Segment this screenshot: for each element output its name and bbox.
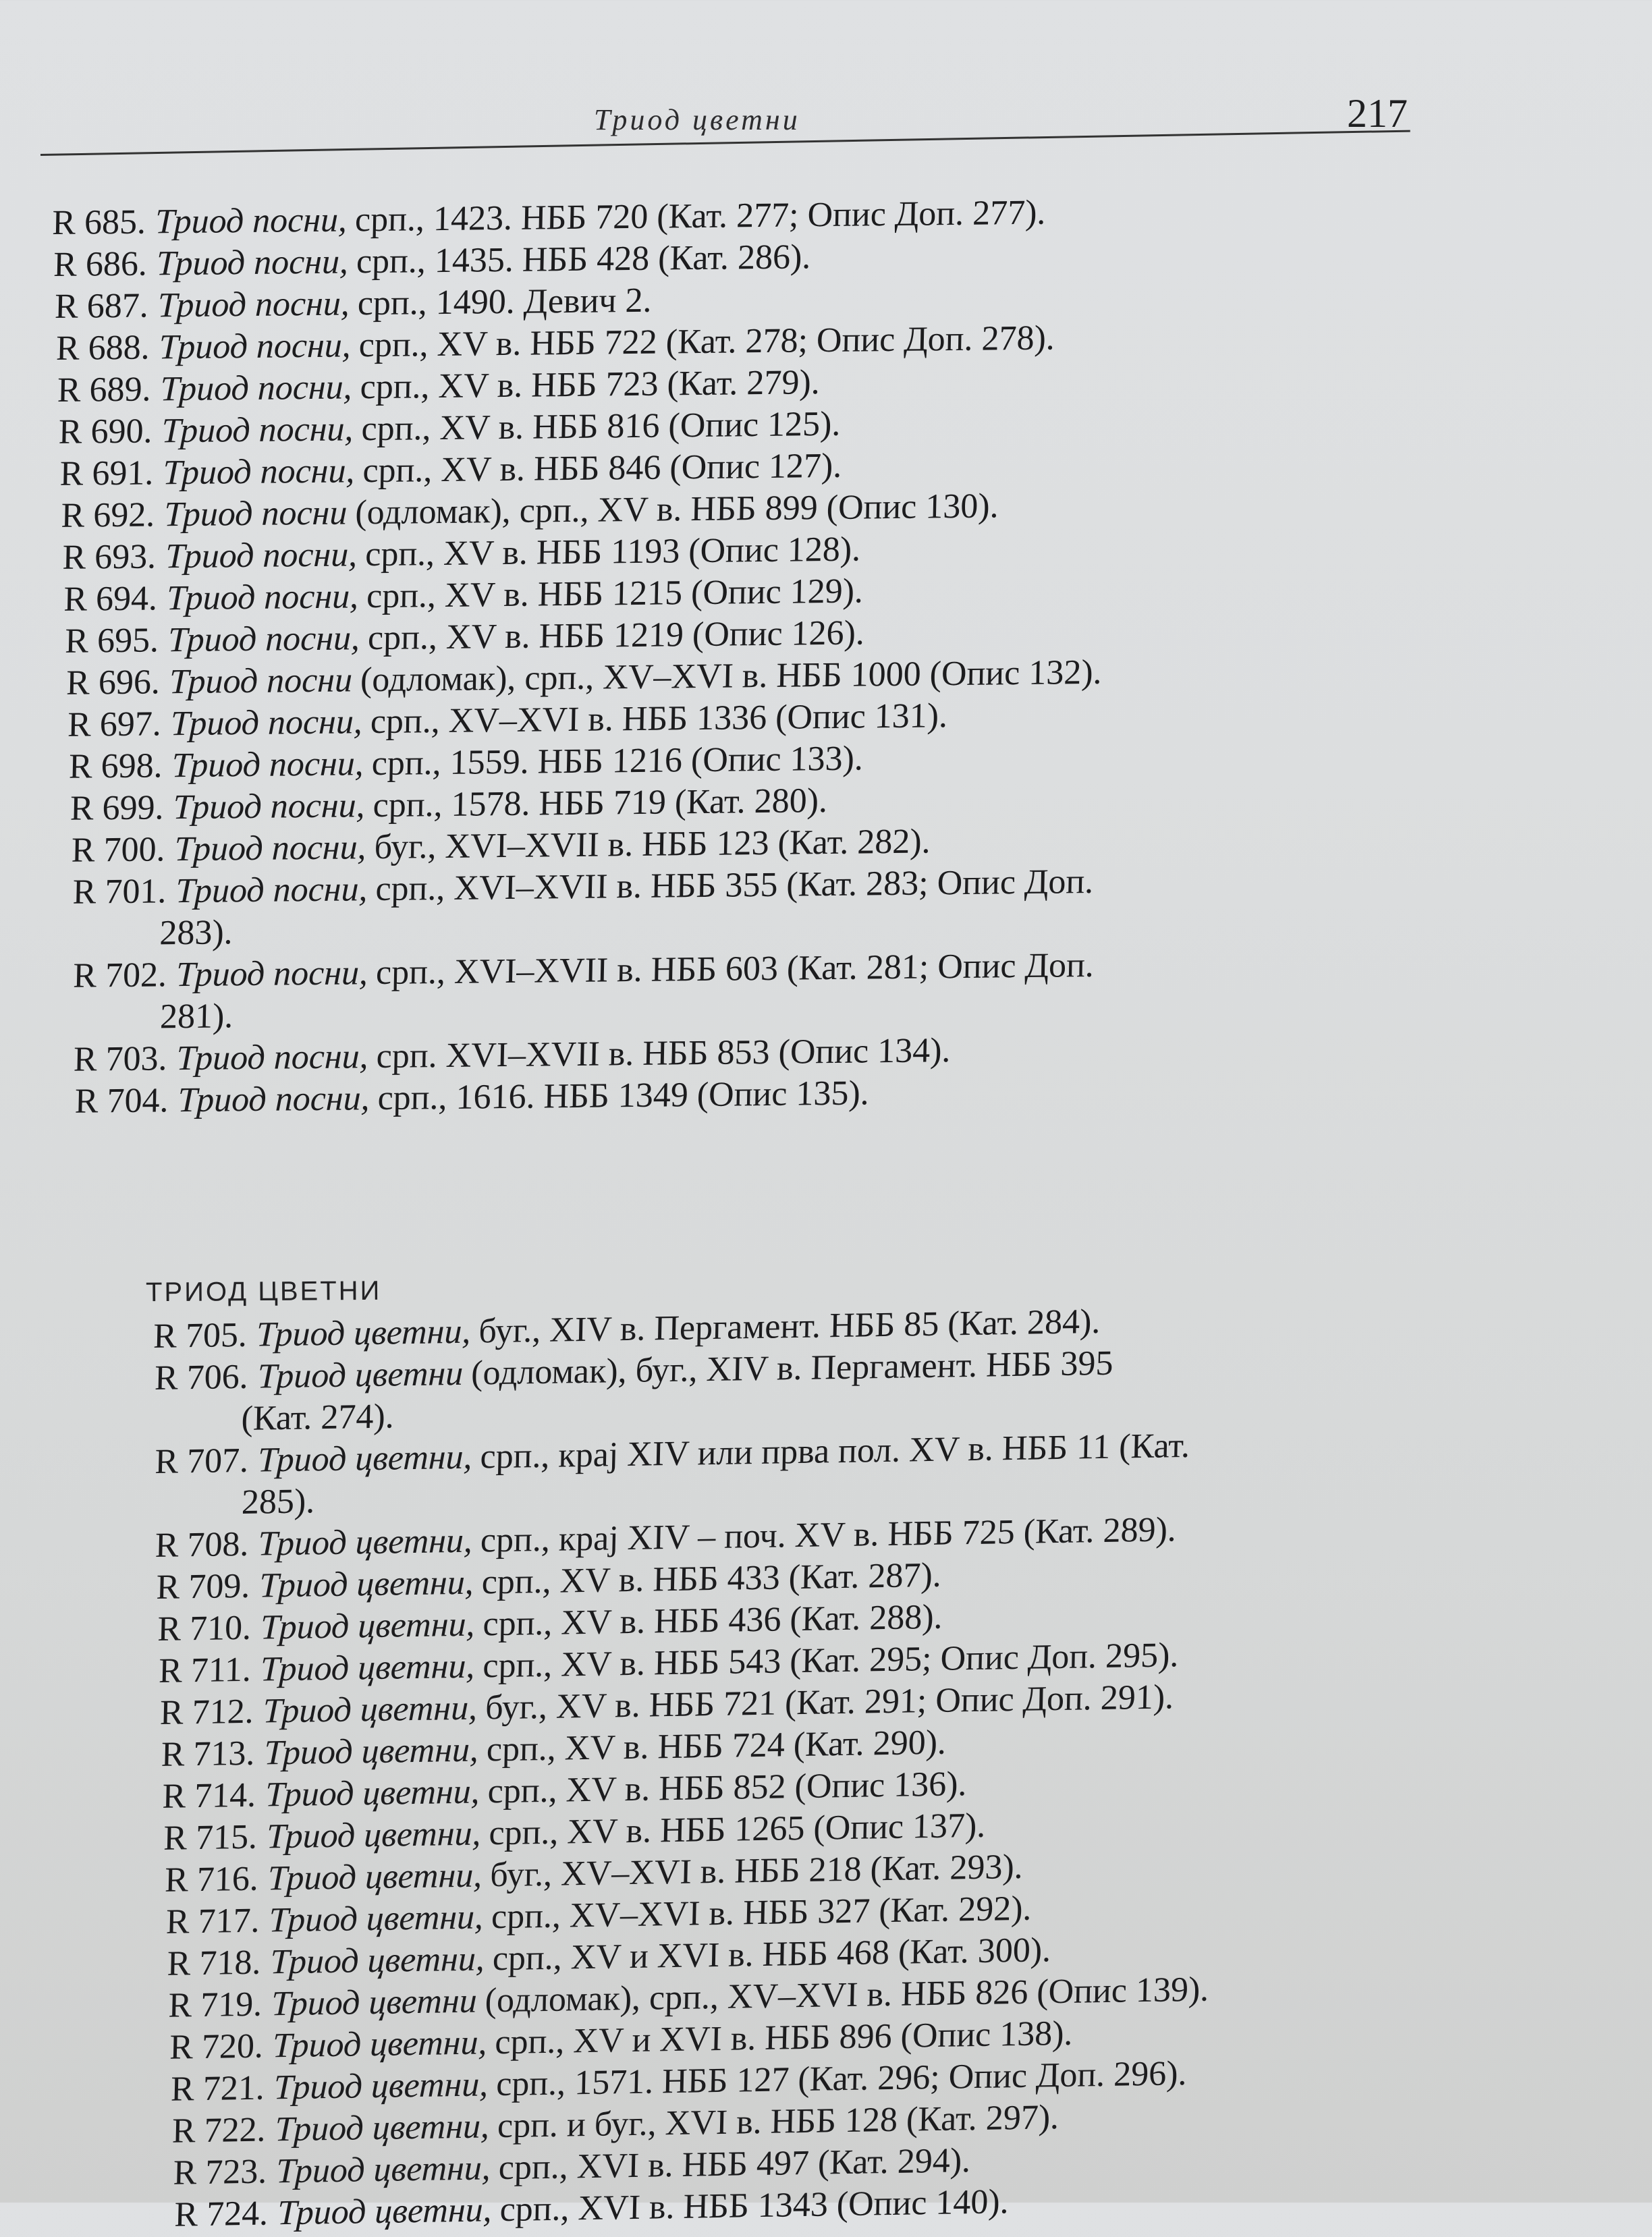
entry-code: R 701. bbox=[72, 872, 167, 912]
entry-code: R 686. bbox=[53, 244, 148, 284]
entry-code: R 714. bbox=[161, 1775, 256, 1816]
entry-title: Триод цветни, bbox=[275, 2149, 491, 2191]
entry-text: срп., XVI в. НББ 1343 (Опис 140). bbox=[499, 2182, 1010, 2230]
entry-text: срп., XV в. НББ 1265 (Опис 137). bbox=[488, 1806, 986, 1853]
entry-text: срп., XV в. НББ 543 (Кат. 295; Опис Доп. 295). bbox=[482, 1636, 1180, 1686]
entry-text: (одломак), срп., XV в. НББ 899 (Опис 130). bbox=[354, 487, 999, 532]
entry-code: R 706. bbox=[154, 1357, 249, 1398]
entry-title: Триод посни, bbox=[173, 786, 366, 827]
entry-text: срп., XV в. НББ 436 (Кат. 288). bbox=[482, 1597, 943, 1644]
entry-title: Триод посни bbox=[169, 661, 353, 702]
entry-code: R 687. bbox=[54, 286, 149, 326]
section-heading-triod-cvetni: ТРИОД ЦВЕТНИ bbox=[145, 1275, 382, 1308]
entry-text: буг., XV–XVI в. НББ 218 (Кат. 293). bbox=[489, 1847, 1024, 1895]
entry-code: R 715. bbox=[163, 1817, 258, 1858]
entry-text: срп., XV в. НББ 722 (Кат. 278; Опис Доп. 278). bbox=[358, 319, 1055, 365]
entry-title: Триод посни, bbox=[159, 326, 352, 367]
entry-title: Триод цветни, bbox=[277, 2190, 493, 2233]
entry-title: Триод посни bbox=[163, 493, 348, 534]
entry-text: срп. XVI–XVII в. НББ 853 (Опис 134). bbox=[376, 1031, 952, 1076]
entry-text: срп., крај XIV – поч. XV в. НББ 725 (Кат. 289). bbox=[480, 1510, 1177, 1560]
entry-text: буг., XVI–XVII в. НББ 123 (Кат. 282). bbox=[374, 822, 931, 867]
entry-text: буг., XIV в. Пергамент. НББ 85 (Кат. 284). bbox=[478, 1302, 1101, 1351]
entry-continuation: 285). bbox=[241, 1482, 316, 1522]
entry-code: R 710. bbox=[157, 1608, 252, 1649]
catalog-entry bbox=[153, 1342, 1196, 1441]
entry-title: Триод цветни, bbox=[256, 1312, 472, 1354]
entry-text: срп., XV в. НББ 723 (Кат. 279). bbox=[360, 363, 821, 407]
entry-code: R 705. bbox=[153, 1315, 248, 1356]
entry-text: срп., XV–XVI в. НББ 1336 (Опис 131). bbox=[370, 696, 948, 742]
entry-code: R 693. bbox=[61, 537, 157, 577]
entry-title: Триод посни, bbox=[176, 1037, 369, 1078]
entry-text: срп., XVI–XVII в. НББ 355 (Кат. 283; Опис Доп. bbox=[375, 862, 1094, 909]
entry-continuation: 283). bbox=[159, 913, 233, 953]
entry-text: буг., XV в. НББ 721 (Кат. 291; Опис Доп. 291). bbox=[485, 1678, 1174, 1728]
entry-title: Триод посни, bbox=[157, 284, 350, 325]
entry-text: срп., XVI–XVII в. НББ 603 (Кат. 281; Опис Доп. bbox=[375, 945, 1095, 993]
entry-text: срп., XV в. НББ 846 (Опис 127). bbox=[362, 446, 842, 491]
entry-code: R 711. bbox=[158, 1650, 252, 1690]
page-number: 217 bbox=[1347, 91, 1408, 136]
entry-title: Триод посни, bbox=[155, 200, 348, 242]
entry-title: Триод посни, bbox=[165, 535, 358, 576]
entry-title: Триод цветни bbox=[257, 1354, 464, 1396]
entry-text: срп., 1435. НББ 428 (Кат. 286). bbox=[356, 238, 811, 281]
entry-title: Триод посни, bbox=[170, 702, 363, 744]
entry-code: R 717. bbox=[165, 1901, 260, 1941]
entry-text: срп., XV и XVI в. НББ 896 (Опис 138). bbox=[494, 2014, 1074, 2062]
entry-code: R 688. bbox=[55, 328, 150, 368]
entry-title: Триод цветни, bbox=[257, 1521, 473, 1564]
entry-text: срп. и буг., XVI в. НББ 128 (Кат. 297). bbox=[497, 2098, 1059, 2146]
entry-text: срп., XV в. НББ 816 (Опис 125). bbox=[361, 404, 842, 449]
entry-title: Триод посни, bbox=[171, 744, 364, 785]
entry-title: Триод цветни, bbox=[272, 2023, 488, 2066]
catalog-entry bbox=[72, 861, 1109, 956]
entry-text: (одломак), срп., XV–XVI в. НББ 1000 (Опис 132). bbox=[360, 653, 1103, 700]
entry-title: Триод посни, bbox=[160, 368, 353, 409]
entry-text: срп., XV в. НББ 852 (Опис 136). bbox=[487, 1765, 968, 1811]
entry-text: срп., XV в. НББ 1193 (Опис 128). bbox=[364, 530, 861, 574]
entry-title: Триод цветни, bbox=[260, 1605, 476, 1647]
entry-code: R 723. bbox=[173, 2152, 268, 2192]
entry-title: Триод цветни, bbox=[267, 1856, 483, 1898]
entry-text: срп., 1423. НББ 720 (Кат. 277; Опис Доп. 277). bbox=[354, 193, 1047, 240]
entry-code: R 720. bbox=[169, 2026, 264, 2067]
entry-code: R 703. bbox=[73, 1039, 168, 1079]
entry-text: срп., 1578. НББ 719 (Кат. 280). bbox=[373, 781, 828, 825]
entry-text: срп., 1559. НББ 1216 (Опис 133). bbox=[371, 739, 864, 783]
entry-code: R 707. bbox=[154, 1441, 249, 1482]
entry-code: R 694. bbox=[63, 579, 158, 619]
entry-text: срп., XV в. НББ 1215 (Опис 129). bbox=[366, 572, 864, 616]
entry-code: R 700. bbox=[71, 830, 166, 870]
entry-title: Триод цветни, bbox=[269, 1939, 485, 1982]
catalog-entry bbox=[72, 945, 1109, 1039]
entry-text: (одломак), срп., XV–XVI в. НББ 826 (Опис 139). bbox=[485, 1970, 1209, 2020]
entry-code: R 716. bbox=[164, 1859, 259, 1900]
entry-code: R 722. bbox=[171, 2110, 267, 2151]
entry-code: R 698. bbox=[68, 746, 163, 786]
entry-text: срп., XV в. НББ 1219 (Опис 126). bbox=[367, 613, 865, 658]
entry-title: Триод посни, bbox=[177, 1079, 370, 1120]
running-title: Триод цветни bbox=[594, 103, 800, 136]
entry-continuation: 281). bbox=[159, 997, 233, 1037]
entry-code: R 689. bbox=[57, 370, 152, 410]
entry-code: R 724. bbox=[173, 2194, 269, 2234]
entry-title: Триод цветни, bbox=[263, 1730, 479, 1773]
entry-title: Триод цветни, bbox=[263, 1688, 478, 1731]
entry-text: срп., 1616. НББ 1349 (Опис 135). bbox=[377, 1074, 870, 1118]
entry-code: R 718. bbox=[167, 1943, 262, 1983]
entry-title: Триод посни, bbox=[173, 828, 367, 869]
entry-title: Триод посни, bbox=[175, 870, 368, 911]
entry-code: R 708. bbox=[155, 1524, 250, 1566]
entry-title: Триод посни, bbox=[161, 410, 354, 451]
triod-posni-list bbox=[33, 192, 1103, 1123]
entry-title: Триод цветни, bbox=[269, 1898, 484, 1940]
entry-text: срп., 1571. НББ 127 (Кат. 296; Опис Доп. 296). bbox=[495, 2054, 1188, 2104]
entry-title: Триод цветни, bbox=[265, 1772, 480, 1815]
entry-code: R 699. bbox=[70, 788, 165, 828]
entry-text: срп., 1490. Девич 2. bbox=[357, 281, 653, 323]
entry-continuation: (Кат. 274). bbox=[241, 1397, 395, 1438]
entry-code: R 690. bbox=[58, 412, 153, 451]
entry-code: R 709. bbox=[156, 1566, 250, 1607]
entry-title: Триод посни, bbox=[175, 954, 368, 995]
entry-title: Триод цветни, bbox=[273, 2065, 489, 2107]
triod-cvetni-list bbox=[133, 1300, 1209, 2237]
entry-text: срп., XV в. НББ 724 (Кат. 290). bbox=[486, 1723, 947, 1769]
entry-code: R 692. bbox=[61, 495, 155, 535]
entry-title: Триод цветни bbox=[271, 1981, 478, 2024]
entry-title: Триод цветни, bbox=[274, 2107, 490, 2149]
entry-text: срп., XV и XVI в. НББ 468 (Кат. 300). bbox=[492, 1931, 1051, 1979]
entry-text: (одломак), буг., XIV в. Пергамент. НББ 395 bbox=[470, 1344, 1114, 1393]
entry-code: R 697. bbox=[67, 705, 162, 744]
entry-code: R 702. bbox=[72, 956, 167, 995]
entry-title: Триод цветни, bbox=[266, 1814, 482, 1856]
entry-code: R 721. bbox=[170, 2068, 265, 2109]
entry-title: Триод посни, bbox=[167, 619, 360, 660]
entry-code: R 691. bbox=[59, 453, 155, 493]
entry-text: срп., XV–XVI в. НББ 327 (Кат. 292). bbox=[491, 1889, 1032, 1937]
entry-text: срп., XVI в. НББ 497 (Кат. 294). bbox=[498, 2141, 971, 2188]
entry-code: R 696. bbox=[65, 663, 161, 702]
entry-code: R 685. bbox=[51, 202, 146, 243]
entry-title: Триод посни, bbox=[162, 451, 356, 493]
entry-text: срп., крај XIV или прва пол. XV в. НББ 11 (Кат. bbox=[480, 1426, 1190, 1476]
entry-code: R 712. bbox=[159, 1692, 254, 1732]
entry-title: Триод цветни, bbox=[257, 1437, 473, 1480]
entry-code: R 704. bbox=[74, 1081, 169, 1121]
entry-title: Триод цветни, bbox=[258, 1563, 474, 1605]
entry-title: Триод посни, bbox=[166, 577, 359, 618]
catalog-entry bbox=[153, 1425, 1196, 1525]
entry-title: Триод цветни, bbox=[260, 1647, 476, 1689]
entry-title: Триод посни, bbox=[156, 242, 349, 283]
entry-code: R 719. bbox=[167, 1985, 263, 2025]
entry-code: R 695. bbox=[64, 621, 159, 661]
entry-text: срп., XV в. НББ 433 (Кат. 287). bbox=[481, 1555, 942, 1602]
entry-code: R 713. bbox=[161, 1734, 256, 1774]
